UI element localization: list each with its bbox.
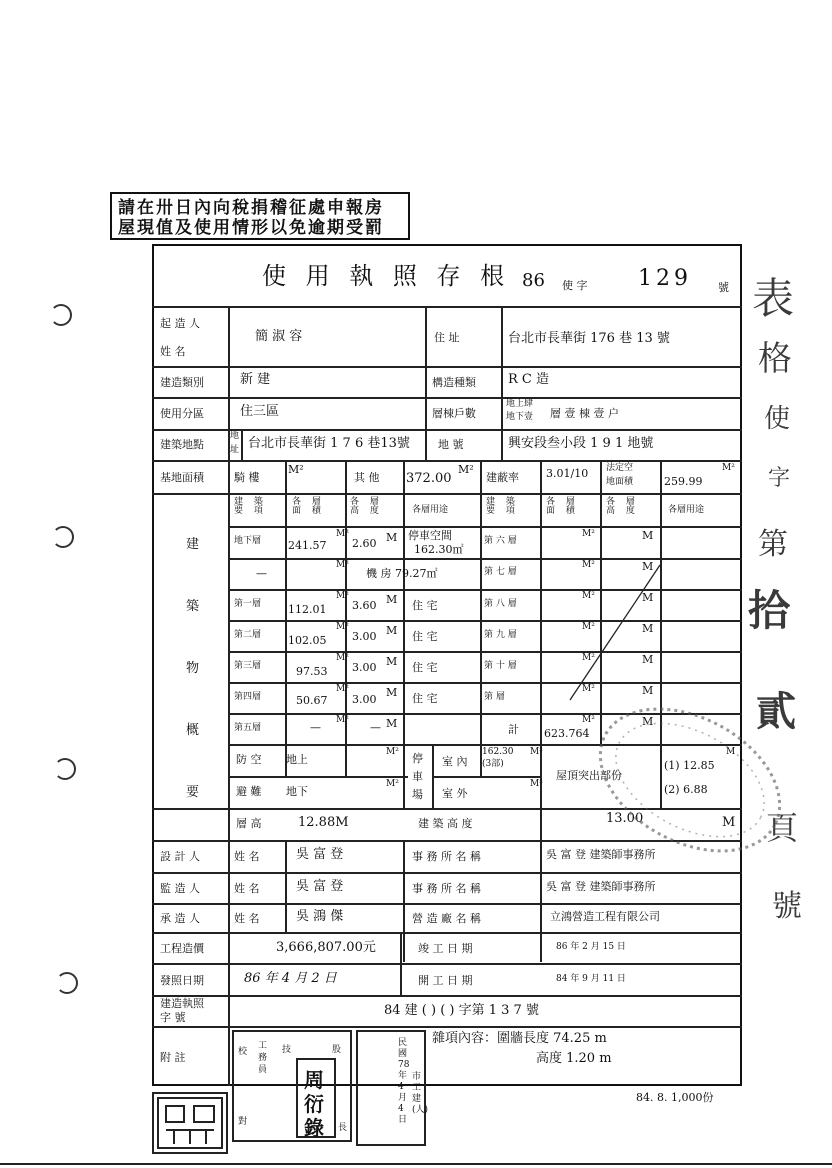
floor-area: 241.57 — [288, 539, 327, 552]
notice-line-2: 屋現值及使用情形以免逾期受罰 — [118, 218, 384, 238]
print-run: 84. 8. 1,000份 — [636, 1091, 714, 1104]
overview-label-4: 概 — [186, 723, 200, 738]
rule — [152, 872, 742, 874]
lot-label: 地 號 — [438, 438, 464, 451]
legal-area: 259.99 — [664, 475, 703, 488]
supervisor-org-label: 事 務 所 名 稱 — [412, 882, 481, 895]
applicant-label-2: 姓 名 — [160, 345, 186, 358]
legal-label-2: 地面積 — [606, 477, 634, 487]
floor-use: 住 宅 — [412, 692, 438, 705]
lot-number: 興安段叁小段 1 9 1 地號 — [508, 436, 654, 451]
arcade-value: M² — [288, 463, 304, 476]
site-tag-2: 址 — [230, 445, 240, 455]
overview-label-2: 築 — [186, 599, 200, 614]
rule — [152, 397, 742, 399]
designer-role: 設 計 人 — [160, 850, 200, 863]
contractor-org: 立鴻營造工程有限公司 — [550, 910, 660, 923]
designer-org: 吳 富 登 建築師事務所 — [546, 848, 656, 861]
margin-char: 表 — [752, 274, 795, 323]
floors-label: 層棟戶數 — [432, 407, 476, 420]
floor-use: 停車空間 — [408, 529, 452, 542]
rule — [228, 306, 230, 1086]
floor-height: 2.60 — [352, 537, 377, 550]
margin-char: 號 — [772, 889, 802, 924]
rule — [152, 493, 742, 495]
completion-date: 86 年 2 月 15 日 — [556, 942, 626, 952]
binder-hole — [52, 526, 74, 548]
rule — [152, 932, 742, 934]
date-stamp-text-b: 市工建(人) — [412, 1072, 429, 1115]
permit-prefix: 使 字 — [562, 279, 588, 292]
unit-m: M — [386, 655, 398, 668]
unit-m2: M² — [582, 715, 595, 725]
rule — [432, 776, 542, 778]
floor-name: 地下層 — [234, 536, 262, 546]
unit-m2: M² — [582, 622, 595, 632]
unit-m: M — [386, 531, 398, 544]
page-bottom-edge — [0, 1163, 832, 1165]
unit-m: M — [642, 622, 654, 635]
check-label: 校 — [238, 1047, 248, 1057]
rule — [345, 460, 347, 776]
structure-label: 構造種類 — [432, 376, 476, 389]
floor-name: 第一層 — [234, 599, 262, 609]
official-seal — [296, 1058, 336, 1138]
rule — [285, 840, 287, 932]
floor-height: 3.00 — [352, 630, 377, 643]
faded-oval-seal — [580, 690, 800, 870]
contractor-name: 吳 鴻 傑 — [296, 909, 344, 924]
cost-label: 工程造價 — [160, 942, 204, 955]
rule — [152, 366, 742, 368]
margin-char: 頁 — [766, 809, 799, 847]
building-height-unit: M — [722, 815, 736, 830]
rule — [152, 995, 742, 997]
floor-name-right: 第 六 層 — [484, 536, 517, 546]
contractor-role: 承 造 人 — [160, 912, 200, 925]
margin-char: 字 — [768, 466, 791, 491]
section-label: 股 — [332, 1045, 342, 1055]
supervisor-role: 監 造 人 — [160, 882, 200, 895]
total-area: 623.764 — [544, 727, 590, 740]
unit-m: M — [642, 684, 654, 697]
shelter-label-a: 防 空 — [236, 753, 262, 766]
total-label: 計 — [508, 723, 519, 736]
legal-label-1: 法定空 — [606, 463, 634, 473]
header-item-right: 建 築 要 項 — [486, 497, 519, 516]
rule — [152, 963, 742, 965]
floor-name-right: 第 九 層 — [484, 630, 517, 640]
form-title: 使 用 執 照 存 根 — [262, 262, 511, 290]
completion-label: 竣 工 日 期 — [418, 942, 473, 955]
rule — [228, 776, 408, 778]
rule — [501, 306, 503, 460]
rule — [400, 932, 402, 995]
applicant-name: 簡 淑 容 — [255, 329, 303, 344]
indoor-value: 162.30 — [482, 747, 514, 757]
tech-label: 技 — [282, 1045, 292, 1055]
unit-m2: M² — [530, 779, 543, 789]
unit-m2: M² — [336, 622, 349, 632]
building-height-label: 建 築 高 度 — [418, 817, 473, 830]
start-date: 84 年 9 月 11 日 — [556, 974, 626, 984]
rule — [152, 460, 742, 462]
margin-char: 格 — [758, 339, 792, 379]
unit-m2: M² — [582, 529, 595, 539]
rule — [403, 840, 405, 962]
floor-use: 住 宅 — [412, 661, 438, 674]
margin-char: 拾 — [748, 586, 791, 635]
indoor-label: 室 內 — [442, 755, 468, 768]
area-label: 基地面積 — [160, 471, 204, 484]
shelter-below: 地下 — [286, 785, 308, 798]
floor-name: 第五層 — [234, 723, 262, 733]
floor-use-detail: 162.30㎡ — [414, 543, 464, 556]
shelter-label-b: 避 難 — [236, 785, 262, 798]
issue-label: 發照日期 — [160, 974, 204, 987]
rule — [228, 526, 742, 528]
unit-m: M — [386, 624, 398, 637]
seal-pattern-icon — [154, 1094, 226, 1152]
supervisor-org: 吳 富 登 建築師事務所 — [546, 880, 656, 893]
floor-name: 第二層 — [234, 630, 262, 640]
floor-height-label: 層 高 — [236, 817, 262, 830]
construction-permit-no: 84 建 ( ) ( ) 字第 1 3 7 號 — [384, 1003, 539, 1018]
floor-use: 住 宅 — [412, 630, 438, 643]
site-tag-1: 地 — [230, 431, 240, 441]
binder-hole — [56, 972, 78, 994]
misc-content-2: 高度 1.20 m — [536, 1051, 612, 1066]
floor-area: 102.05 — [288, 634, 327, 647]
header-use-right: 各層用途 — [668, 505, 705, 515]
clerk-label: 工務員 — [258, 1041, 268, 1075]
unit-m2: M² — [582, 591, 595, 601]
floor-name-right: 第 層 — [484, 692, 505, 702]
floor-height-value: 12.88M — [298, 815, 349, 830]
unit-m2: M² — [336, 560, 349, 570]
floor-height: 3.00 — [352, 693, 377, 706]
issue-date: 86 年 4 月 2 日 — [244, 971, 337, 986]
floor-area: — — [310, 721, 321, 734]
rule — [540, 840, 542, 962]
unit-m: M — [642, 560, 654, 573]
permit-label-2: 字 號 — [160, 1011, 186, 1024]
indoor-count: (3部) — [482, 759, 504, 769]
other-label: 其 他 — [354, 471, 380, 484]
overview-label-1: 建 — [186, 537, 200, 552]
supervisor-name-label: 姓 名 — [234, 882, 260, 895]
tax-notice-stamp — [110, 192, 410, 240]
floor-name: 第四層 — [234, 692, 262, 702]
unit-m2: M² — [336, 529, 349, 539]
unit-m2: M² — [582, 653, 595, 663]
misc-content-1: 雜項內容：圍牆長度 74.25 m — [432, 1031, 607, 1046]
rule — [152, 903, 742, 905]
unit-m2: M² — [582, 560, 595, 570]
unit-m2: M² — [530, 747, 543, 757]
rule — [152, 1026, 742, 1028]
unit-m2: M² — [386, 779, 399, 789]
permit-label-1: 建造執照 — [160, 997, 204, 1010]
floor-name-right: 第 七 層 — [484, 567, 517, 577]
header-item: 建 築 要 項 — [234, 497, 267, 516]
unit-m: M — [642, 591, 654, 604]
date-stamp-text: 民國78年4月4日 — [398, 1038, 410, 1125]
shelter-above: 地上 — [286, 753, 308, 766]
unit-m: M — [386, 686, 398, 699]
header-use: 各層用途 — [412, 505, 449, 515]
designer-name: 吳 富 登 — [296, 847, 344, 862]
designer-name-label: 姓 名 — [234, 850, 260, 863]
coverage-label: 建蔽率 — [486, 471, 519, 484]
permit-suffix: 號 — [718, 281, 729, 294]
unit-m: M — [386, 717, 398, 730]
roof-value-1: (1) 12.85 — [664, 759, 715, 772]
margin-char: 第 — [758, 527, 788, 562]
floor-name: 第三層 — [234, 661, 262, 671]
unit-m: M — [386, 593, 398, 606]
parking-label: 停車場 — [412, 752, 423, 801]
overview-label-5: 要 — [186, 785, 200, 800]
coverage-value: 3.01/10 — [546, 467, 589, 480]
unit-m: M — [642, 653, 654, 666]
floor-height: 3.60 — [352, 599, 377, 612]
floors-below: 地下壹 — [506, 412, 534, 422]
floor-name: — — [256, 567, 267, 580]
rule — [241, 429, 243, 460]
seal-name: 周衍錄 — [304, 1068, 324, 1140]
unit-m: M — [642, 529, 654, 542]
permit-year: 86 — [522, 270, 545, 291]
floor-area: 97.53 — [296, 665, 328, 678]
cancel-strike — [560, 560, 670, 710]
designer-org-label: 事 務 所 名 稱 — [412, 850, 481, 863]
floor-use: 機 房 79.27㎡ — [366, 567, 438, 580]
start-label: 開 工 日 期 — [418, 974, 473, 987]
margin-char: 使 — [764, 404, 791, 434]
legal-unit: M² — [722, 463, 735, 473]
applicant-address: 台北市長華街 176 巷 13 號 — [508, 331, 670, 346]
unit-m: M — [726, 747, 736, 757]
chief-label: 長 — [338, 1123, 348, 1133]
corner-seal — [152, 1092, 228, 1154]
other-area: 372.00 — [406, 471, 452, 486]
unit-m2: M² — [582, 684, 595, 694]
binder-hole — [50, 304, 72, 326]
unit-m2: M² — [336, 684, 349, 694]
verify-label: 對 — [238, 1117, 248, 1127]
unit-m2: M² — [336, 715, 349, 725]
contractor-org-label: 營 造 廠 名 稱 — [412, 912, 481, 925]
supervisor-name: 吳 富 登 — [296, 879, 344, 894]
notice-line-1: 請在卅日內向稅捐稽征處申報房 — [118, 198, 384, 218]
floor-height: — — [370, 721, 381, 734]
rule — [432, 744, 434, 808]
header-area-right: 各 層 面 積 — [546, 497, 579, 516]
other-unit: M² — [458, 463, 474, 476]
remarks-label: 附 註 — [160, 1051, 186, 1064]
roof-label: 屋頂突出部份 — [556, 769, 622, 782]
building-height-value: 13.00 — [606, 811, 644, 826]
overview-label-3: 物 — [186, 661, 200, 676]
rule — [152, 306, 742, 308]
floors-rest: 層 壹 棟 壹 户 — [550, 407, 619, 420]
floor-name-right: 第 八 層 — [484, 599, 517, 609]
unit-m2: M² — [386, 747, 399, 757]
roof-value-2: (2) 6.88 — [664, 783, 708, 796]
applicant-label-1: 起 造 人 — [160, 317, 200, 330]
type-label: 建造類別 — [160, 376, 204, 389]
floors-above: 地上肆 — [506, 399, 534, 409]
floor-area: 50.67 — [296, 694, 328, 707]
site-label: 建築地點 — [160, 438, 204, 451]
unit-m2: M² — [336, 591, 349, 601]
unit-m: M — [642, 715, 654, 728]
rule — [285, 460, 287, 776]
address-label: 住 址 — [434, 331, 460, 344]
header-area: 各 層 面 積 — [292, 497, 325, 516]
contractor-name-label: 姓 名 — [234, 912, 260, 925]
floor-use: 住 宅 — [412, 599, 438, 612]
rule — [403, 460, 405, 808]
structure-type: R C 造 — [508, 372, 549, 387]
arcade-label: 騎 樓 — [234, 471, 260, 484]
rule — [425, 306, 427, 460]
rule — [480, 460, 482, 776]
site-address: 台北市長華街 1 7 6 巷13號 — [248, 436, 410, 451]
zone-label: 使用分區 — [160, 407, 204, 420]
unit-m2: M² — [336, 653, 349, 663]
floor-area: 112.01 — [288, 603, 327, 616]
margin-char: 貳 — [756, 688, 796, 735]
floor-name-right: 第 十 層 — [484, 661, 517, 671]
header-height-right: 各 層 高 度 — [606, 497, 639, 516]
building-type: 新 建 — [240, 372, 271, 387]
binder-hole — [54, 758, 76, 780]
date-stamp — [356, 1030, 429, 1146]
zone-value: 住三區 — [240, 404, 280, 419]
permit-number: 129 — [638, 266, 692, 291]
outdoor-label: 室 外 — [442, 787, 468, 800]
cost-value: 3,666,807.00元 — [276, 940, 376, 955]
floor-height: 3.00 — [352, 661, 377, 674]
header-height: 各 層 高 度 — [350, 497, 383, 516]
